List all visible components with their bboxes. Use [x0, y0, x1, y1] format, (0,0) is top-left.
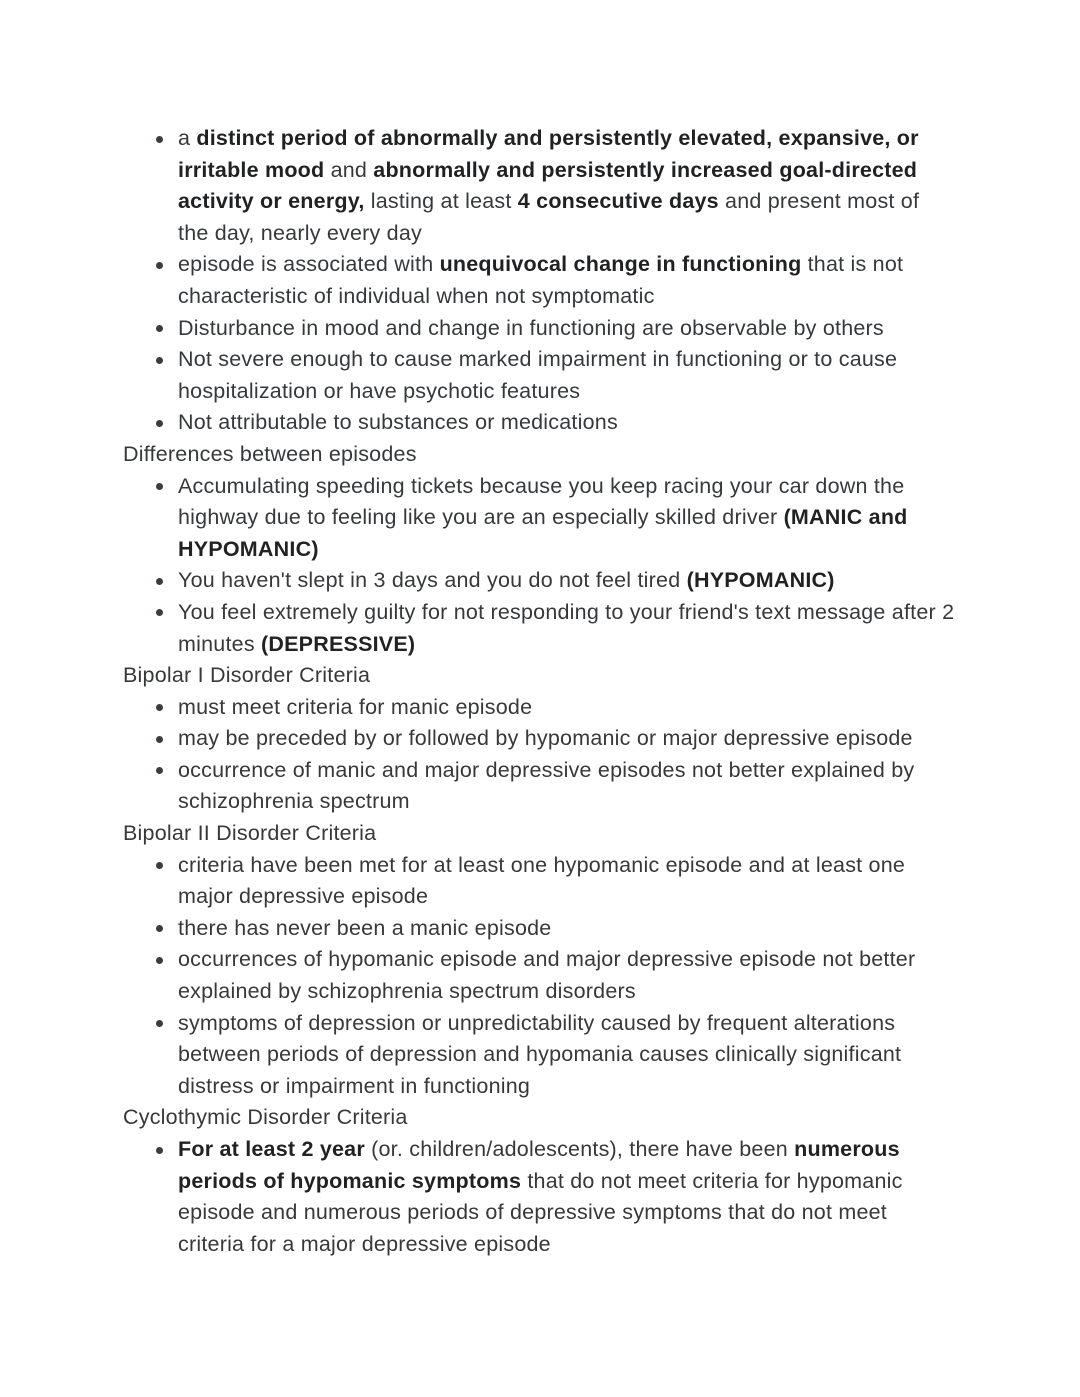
bold-text-run: (DEPRESSIVE) [260, 631, 416, 656]
heading-bipolar-ii-disorder-criteria: Bipolar II Disorder Criteria [123, 821, 377, 846]
text-run: criteria have been met for at least one hypomanic episode and at least one major depressive episode [178, 852, 906, 909]
text-run: You haven't slept in 3 days and you do not feel tired [178, 568, 687, 593]
bullet-point-icon [156, 262, 163, 269]
bullet-point-icon [156, 925, 163, 932]
bullet-point-icon [156, 704, 163, 711]
bullet-point-icon [156, 1020, 163, 1027]
differences-between-episodes-list [123, 471, 955, 661]
bullet-item [123, 123, 955, 249]
text-run: episode is associated with [178, 252, 440, 277]
bullet-point-icon [156, 136, 163, 143]
bullet-item [123, 692, 955, 724]
bullet-item [123, 1134, 955, 1260]
bullet-point-icon [156, 862, 163, 869]
text-run: occurrences of hypomanic episode and major depressive episode not better explained by schizophrenia spectrum disorders [178, 947, 916, 1004]
bullet-item [123, 344, 955, 407]
bullet-item [123, 313, 955, 345]
bullet-point-icon [156, 420, 163, 427]
text-run: symptoms of depression or unpredictability caused by frequent alterations between periods of depression and hypomania causes clinically significant distress or impairment in functioning [178, 1010, 902, 1098]
text-run: You feel extremely guilty for not responding to your friend's text message after 2 minutes [178, 599, 955, 656]
bold-text-run: For at least 2 year [178, 1137, 365, 1161]
bullet-point-icon [156, 357, 163, 364]
text-run: may be preceded by or followed by hypomanic or major depressive episode [178, 726, 913, 751]
bold-text-run: unequivocal change in functioning [439, 252, 802, 277]
text-run: that is not characteristic of individual when not symptomatic [178, 252, 904, 308]
bullet-item [123, 471, 955, 566]
text-run: Accumulating speeding tickets because you keep racing your car down the highway due to feeling like you are an especially skilled driver [178, 473, 905, 530]
bold-text-run: abnormally and persistently increased goal-directed activity or energy, [178, 157, 918, 214]
hypomanic-episode-criteria-list [123, 123, 955, 439]
text-run: must meet criteria for manic episode [178, 694, 533, 719]
bipolar-ii-disorder-criteria-list [123, 850, 955, 1103]
text-run: lasting at least [364, 189, 518, 214]
heading-cyclothymic-disorder-criteria: Cyclothymic Disorder Criteria [123, 1105, 408, 1130]
bullet-item [123, 1008, 955, 1103]
bullet-item [123, 407, 955, 439]
bold-text-run: distinct period of abnormally and persistently elevated, expansive, or irritable mood [178, 126, 919, 182]
text-run: Not severe enough to cause marked impairment in functioning or to cause hospitalization or have psychotic features [178, 347, 898, 403]
bold-text-run: 4 consecutive days [517, 189, 719, 214]
text-run: a [178, 126, 197, 150]
document-body [123, 123, 955, 1260]
text-run: Disturbance in mood and change in functioning are observable by others [178, 315, 884, 340]
text-run: and [324, 157, 374, 182]
bullet-item [123, 565, 955, 597]
text-run: there has never been a manic episode [178, 915, 552, 940]
bullet-point-icon [156, 957, 163, 964]
bullet-point-icon [156, 767, 163, 774]
heading-bipolar-i-disorder-criteria: Bipolar I Disorder Criteria [123, 663, 371, 688]
bullet-point-icon [156, 736, 163, 743]
text-run: that do not meet criteria for hypomanic episode and numerous periods of depressive symptoms that do not meet criteria for a major depressive episode [178, 1168, 903, 1256]
bipolar-i-disorder-criteria-list [123, 692, 955, 818]
cyclothymic-disorder-criteria-list [123, 1134, 955, 1260]
bullet-point-icon [156, 483, 163, 490]
bullet-point-icon [156, 609, 163, 616]
bullet-item [123, 913, 955, 945]
bold-text-run: (MANIC and HYPOMANIC) [178, 505, 908, 561]
bullet-item [123, 755, 955, 818]
text-run: (or. children/adolescents), there have been [364, 1137, 795, 1161]
text-run: Not attributable to substances or medications [178, 410, 618, 435]
bullet-item [123, 597, 955, 660]
bullet-point-icon [156, 1147, 163, 1154]
bullet-item [123, 850, 955, 913]
bullet-point-icon [156, 325, 163, 332]
text-run: and present most of the day, nearly every day [178, 189, 920, 245]
bullet-item [123, 944, 955, 1007]
bullet-item [123, 249, 955, 312]
bold-text-run: (HYPOMANIC) [686, 568, 835, 593]
bold-text-run: numerous periods of hypomanic symptoms [178, 1137, 900, 1193]
text-run: occurrence of manic and major depressive episodes not better explained by schizophrenia spectrum [178, 757, 915, 814]
bullet-point-icon [156, 578, 163, 585]
heading-differences-between-episodes: Differences between episodes [123, 441, 417, 466]
bullet-item [123, 723, 955, 755]
